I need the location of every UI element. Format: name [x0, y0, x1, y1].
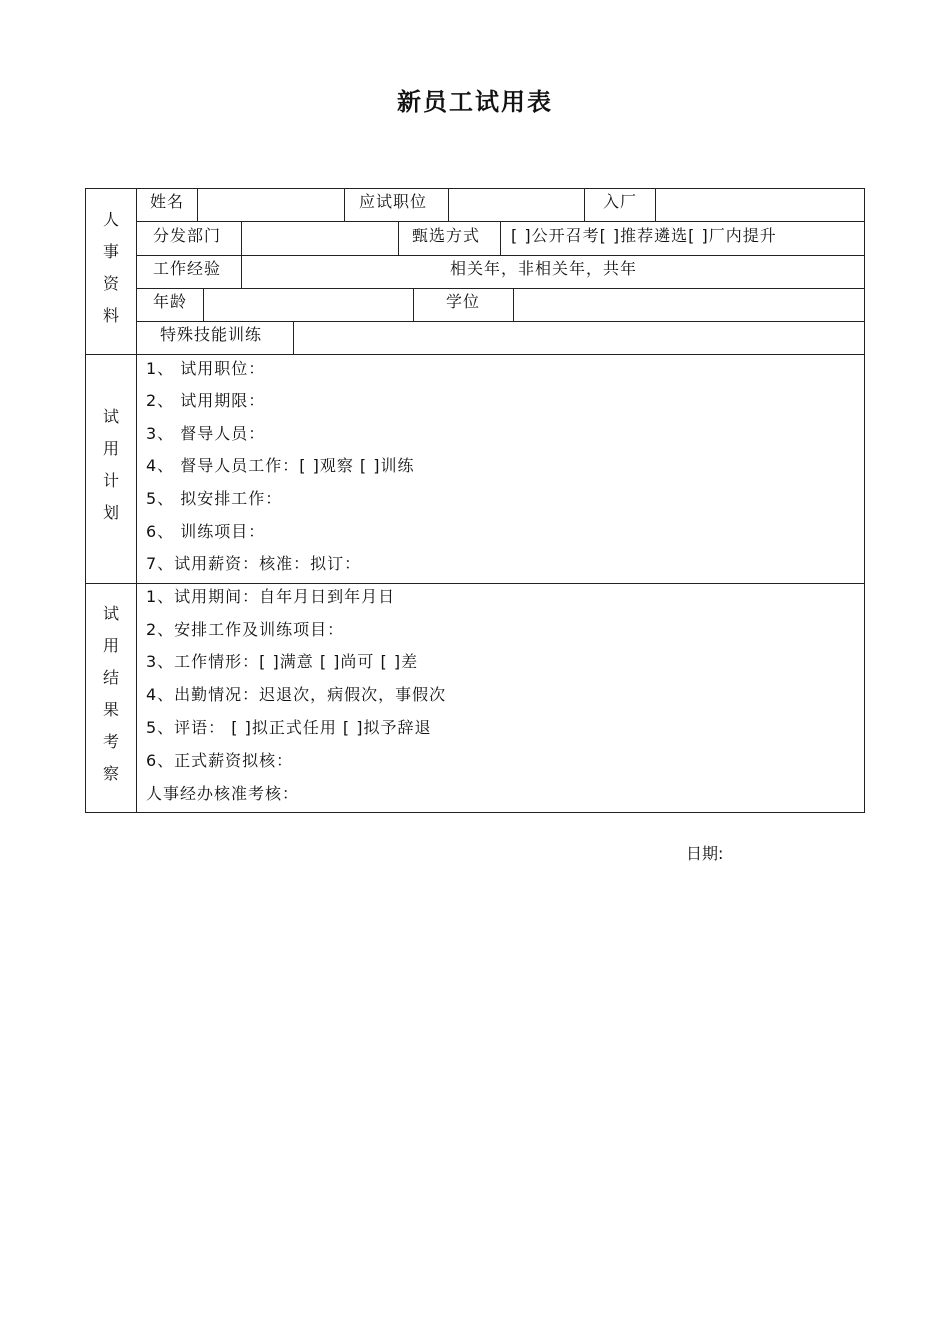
section-divider [85, 354, 865, 355]
plan-item: 2、 试用期限： [146, 391, 266, 410]
plan-item: 1、 试用职位： [146, 359, 266, 378]
position-label: 应试职位 [359, 192, 428, 211]
result-item: 3、工作情形：[ ]满意 [ ]尚可 [ ]差 [146, 652, 419, 671]
col-divider [655, 188, 656, 221]
row-divider [137, 221, 865, 222]
selection-options: [ ]公开召考[ ]推荐遴选[ ]厂内提升 [511, 226, 777, 245]
page-title: 新员工试用表 [397, 88, 553, 116]
result-item: 5、评语： [ ]拟正式任用 [ ]拟予辞退 [146, 718, 432, 737]
col-divider [203, 288, 204, 321]
row-divider [137, 321, 865, 322]
col-divider [448, 188, 449, 221]
plan-item: 6、 训练项目： [146, 522, 266, 541]
result-item: 2、安排工作及训练项目： [146, 620, 345, 639]
section-divider [85, 583, 865, 584]
experience-value: 相关年，非相关年，共年 [450, 259, 638, 278]
col-divider [584, 188, 585, 221]
plan-item: 5、 拟安排工作： [146, 489, 283, 508]
section-label-result: 试用结果考察 [102, 604, 119, 783]
plan-item: 4、 督导人员工作：[ ]观察 [ ]训练 [146, 456, 415, 475]
col-divider [241, 221, 242, 288]
section-label-personnel: 人事资料 [102, 210, 119, 325]
col-divider [500, 221, 501, 255]
col-divider [413, 288, 414, 321]
degree-label: 学位 [446, 292, 481, 311]
plan-item: 3、 督导人员： [146, 424, 266, 443]
row-divider [137, 288, 865, 289]
name-label: 姓名 [150, 192, 185, 211]
dept-label: 分发部门 [153, 226, 222, 245]
section-label-divider [136, 188, 137, 813]
col-divider [197, 188, 198, 221]
age-label: 年龄 [153, 292, 188, 311]
result-item: 6、正式薪资拟核： [146, 751, 294, 770]
col-divider [293, 321, 294, 354]
experience-label: 工作经验 [153, 259, 222, 278]
result-item: 1、试用期间：自年月日到年月日 [146, 587, 396, 606]
col-divider [513, 288, 514, 321]
col-divider [344, 188, 345, 221]
selection-label: 甄选方式 [412, 226, 481, 245]
entry-label: 入厂 [603, 192, 638, 211]
row-divider [137, 255, 865, 256]
col-divider [398, 221, 399, 255]
section-label-plan: 试用计划 [102, 407, 119, 522]
date-label: 日期: [686, 844, 724, 863]
result-item: 4、出勤情况：迟退次，病假次，事假次 [146, 685, 447, 704]
skills-label: 特殊技能训练 [160, 325, 263, 344]
plan-item: 7、试用薪资：核准：拟订： [146, 554, 362, 573]
result-item: 人事经办核准考核： [146, 784, 300, 803]
